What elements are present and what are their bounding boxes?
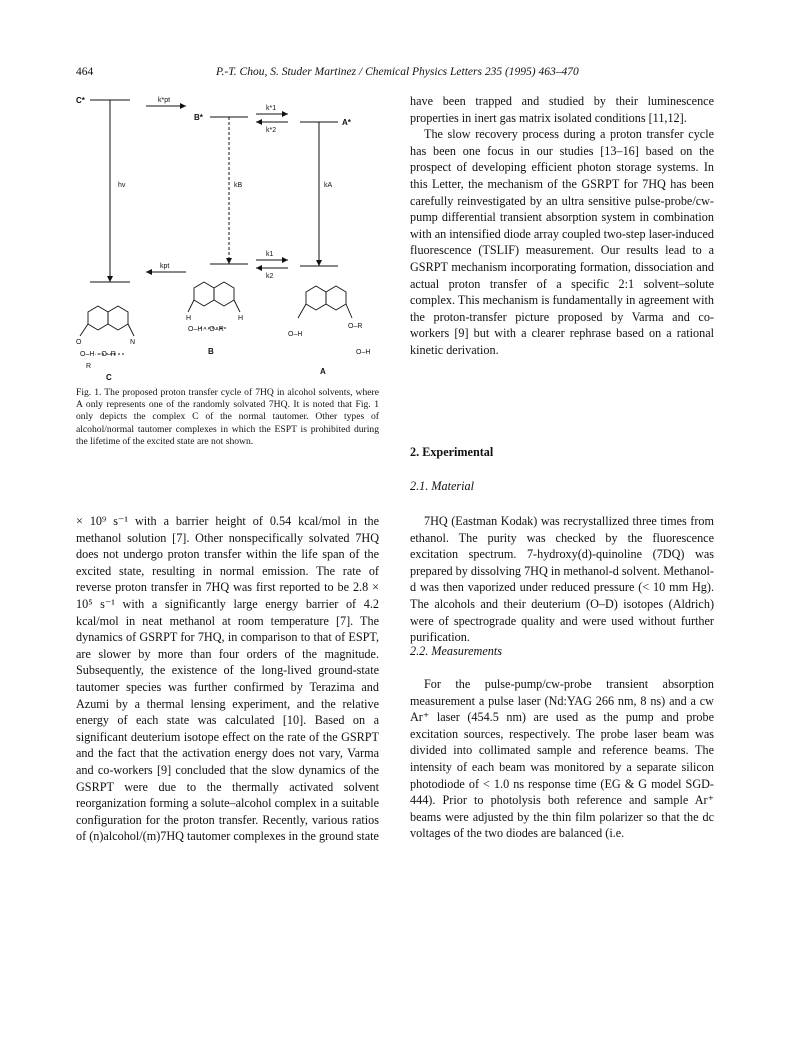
subsection-title-measurements: 2.2. Measurements: [410, 644, 502, 658]
left-paragraph-1: × 10⁹ s⁻¹ with a barrier height of 0.54 kcal/mol in the methanol solution [7]. Other nonspecifically solvated 7HQ does not undergo proton transfer within the life span of the excited state, resulting in normal emission. The rate of reverse proton transfer in 7HQ was first reported to be 2.8 × 10⁵ s⁻¹ with a significantly large energy barrier of 4.2 kcal/mol in neat methanol at room temperature [7]. The dynamics of GSRPT for 7HQ, in comparison to that of ESPT, are slower by more than four orders of the magnitude. Subsequently, the existence of the long-lived ground-state tautomer species was further confirmed by Terazima and Azumi by a thermal lensing experiment, and the relative energy of each state was calculated [10]. Based on a significant deuterium isotope effect on the rate of the GSRPT and the fact that the activation energy does not vary, Varma and co-workers [9] concluded that the slow dynamics of the GSRPT were due to the thermally activated solvent reorganization forming a solute–alcohol complex in a suitable configuration for the proton transfer. Recently, various ratios of (n)alcohol/(m)7HQ tautomer complexes in the ground state: [76, 514, 379, 844]
svg-text:O–H···O–R: O–H···O–R: [80, 351, 116, 358]
label-a: A: [320, 367, 326, 376]
figure-proton-transfer-cycle: [76, 92, 382, 382]
proton-transfer-diagram: [76, 92, 382, 382]
molecule-a: [298, 286, 352, 318]
subsection-title-material: 2.1. Material: [410, 479, 474, 493]
right-column-top: [410, 93, 714, 359]
label-kpt-star: k*pt: [158, 97, 171, 104]
molecule-c: [80, 306, 134, 354]
right-paragraph-1: have been trapped and studied by their luminescence properties in inert gas matrix isolated conditions [11,12].: [410, 94, 714, 125]
label-ka: kA: [324, 182, 333, 189]
right-paragraph-2: The slow recovery process during a proton transfer cycle has been one focus in our studies [13–16] based on the prospect of developing efficient photon storage systems. In this Letter, the mechanism of the GSRPT for 7HQ has been carefully reinvestigated by an ultra sensitive pulse-probe/cw-pump differential transient absorption system in combination with an intensified diode array coupled two-step laser-induced fluorescence (TSLIF) measurement. Our results lead to a GSRPT mechanism incorporating formation, dissociation and actual proton transfer of a specific 2:1 solvent–solute complex. This mechanism is fundamentally in agreement with the proton-transfer picture proposed by Varma and co-workers [9] but with a clearer rephrase based on a rational kinetic derivation.: [410, 127, 715, 357]
label-k1: k1: [266, 251, 274, 258]
label-k2: k2: [266, 273, 274, 280]
label-k1-star: k*1: [266, 105, 277, 112]
page-header: [76, 66, 726, 82]
molecule-b: [188, 282, 240, 328]
svg-text:O–H: O–H: [356, 349, 371, 356]
measurements-text: For the pulse-pump/cw-probe transient absorption measurement a pulse laser (Nd:YAG 266 nm, 8 ns) and a cw Ar⁺ laser (454.5 nm) are used as the pump and probe excitation sources, respectively. The probe laser beam was divided into collimated sample and reference beams. The intensity of each beam was monitored by a separate silicon photodiode of < 1.0 ns response time (EG & G model SGD-444). Prior to photolysis both reference and sample Ar⁺ beams were adjusted by the thin film polarizer so that the dc voltages of the two diodes are balanced (i.e.: [410, 677, 714, 841]
label-k2-star: k*2: [266, 127, 277, 134]
left-column: [76, 513, 379, 845]
measurements-section: [410, 676, 714, 842]
material-text: 7HQ (Eastman Kodak) was recrystallized three times from ethanol. The purity was checked by the fluorescence excitation spectrum. 7-hydroxy(d)-quinoline (7DQ) was prepared by dissolving 7HQ in methanol-d solvent. Methanol-d was then vaporized under reduced pressure (< 10 mm Hg). The alcohols and their deuterium (O–D) isotopes (Aldrich) were of spectrograde quality and were used without further purification.: [410, 514, 714, 645]
figure-caption: [76, 387, 379, 448]
label-a-star: A*: [342, 118, 351, 127]
svg-text:R: R: [86, 363, 92, 370]
svg-text:H: H: [186, 315, 192, 322]
material-section: [410, 513, 714, 646]
svg-text:H: H: [238, 315, 244, 322]
svg-text:O–H: O–H: [288, 331, 303, 338]
label-kb: kB: [234, 182, 243, 189]
svg-text:O: O: [76, 339, 82, 346]
section-title-experimental: 2. Experimental: [410, 445, 494, 459]
label-c: C: [106, 373, 112, 382]
running-title: P.-T. Chou, S. Studer Martinez / Chemical Physics Letters 235 (1995) 463–470: [216, 66, 579, 78]
svg-text:N: N: [130, 339, 136, 346]
svg-text:O–R: O–R: [348, 323, 363, 330]
label-kpt: kpt: [160, 263, 170, 270]
label-b: B: [208, 347, 214, 356]
label-b-star: B*: [194, 113, 203, 122]
label-c-star: C*: [76, 96, 85, 105]
label-hv: hv: [118, 182, 126, 189]
figure-caption-text: Fig. 1. The proposed proton transfer cycle of 7HQ in alcohol solvents, where A only represents one of the randomly solvated 7HQ. It is noted that Fig. 1 only depicts the complex C of the normal tautomer. Other types of alcohol/normal tautomer complexes in which the ESPT is prohibited during the lifetime of the excited state are not shown.: [76, 387, 379, 447]
page-number: 464: [76, 66, 94, 78]
svg-text:O–H···O–R: O–H···O–R: [188, 326, 224, 333]
